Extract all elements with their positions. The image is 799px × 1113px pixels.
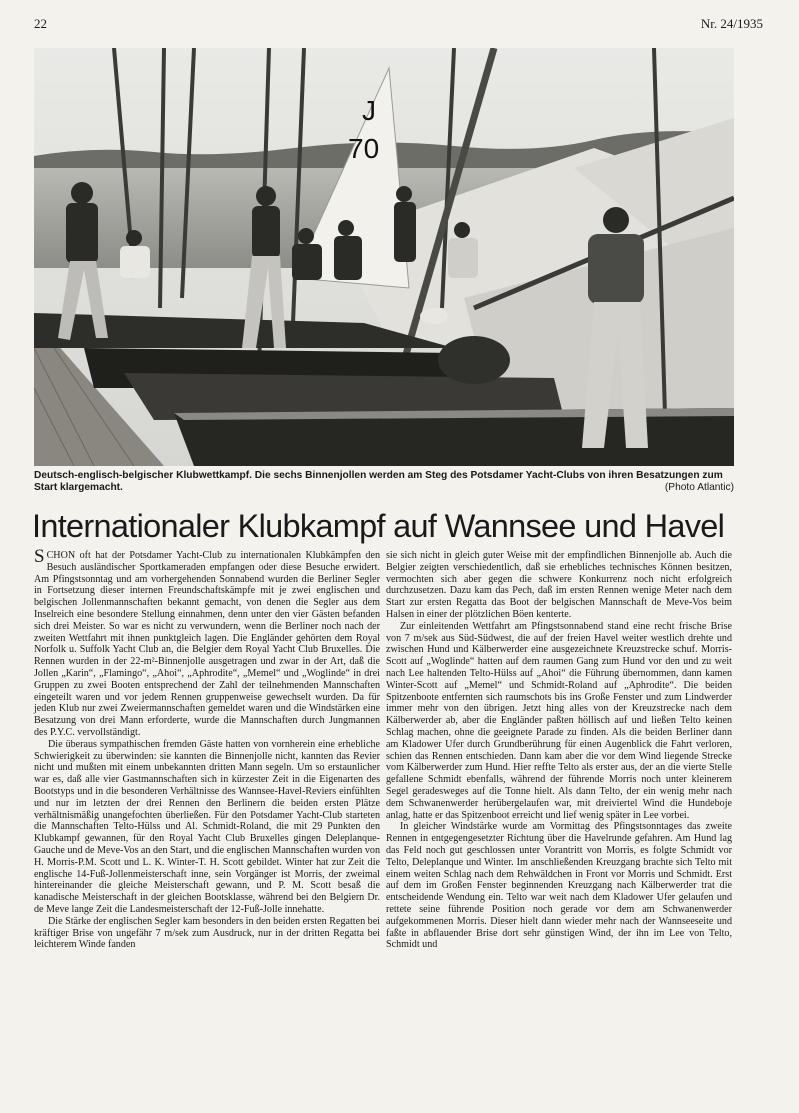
sail-number: 70	[348, 133, 380, 164]
paragraph: SCHON oft hat der Potsdamer Yacht-Club zu internationalen Klubkämpfen den Besuch ausländischer Sportkameraden empfangen oder diese Besuche erwidert. Am Pfingstsonntag und am vorhergehenden Sonnabend wurden die Berliner Segler in Fortsetzung dieser internen Freundschaftskämpfe mit je zwei englischen und belgischen Jollenmannschaften bekannt gemacht, von denen die Segler aus dem Inselreich eine besondere Stellung einnahmen, denn unter den vier Gästen befanden sich drei Meister. So war es nicht zu verwundern, wenn die Berliner noch nach der zweiten Wettfahrt mit ihnen punktgleich lagen. Die Engländer gehörten dem Royal Norfolk u. Suffolk Yacht Club an, die Belgier dem Royal Yacht Club Bruxelles. Die Rennen wurden in der 22-m²-Binnenjolle ausgetragen und zwar in der Art, daß die Jollen „Karin“, „Flamingo“, „Ahoi“, „Aphrodite“, „Memel“ und „Woglinde“ in drei Gruppen zu zwei Booten entsprechend der Zahl der teilnehmenden Mannschaften eingeteilt waren und vor jedem Rennen gruppenweise gewechselt wurden. Da für jeden Klub nur zwei Zweiermannschaften gemeldet waren und die Windstärken eine Besatzung von drei Mann erforderte, wurde die Mannschaften durch Jungmannen des P.Y.C. vervollständigt.	[34, 546, 380, 738]
sailing-photo	[34, 48, 734, 466]
paragraph: sie sich nicht in gleich guter Weise mit der empfindlichen Binnenjolle ab. Auch die Belgier zeigten verschiedentlich, daß sie erhebliches technisches Können besitzen, vermochten sich aber gegen die schwere Konkurrenz noch nicht erfolgreich durchzusetzen. Dazu kam das Pech, daß im ersten Rennen wenige Meter nach dem Start zur ersten Regatta das Boot der belgischen Mannschaft de Meve-Vos beim Halsen in einer der plötzlichen Böen kenterte.	[386, 550, 732, 620]
article-column-right	[386, 550, 732, 951]
article-headline: Internationaler Klubkampf auf Wannsee und Havel	[32, 508, 725, 544]
issue-number: Nr. 24/1935	[700, 16, 763, 31]
paragraph: In gleicher Windstärke wurde am Vormittag des Pfingstsonntages das zweite Rennen in entgegengesetzter Richtung über die Havelrunde gefahren. Am Hund lag das Feld noch gut geschlossen unter Vorantritt von Morris, es folgte Schmidt vor Telto, Deleplanque und Winter. Im anschließenden Kreuzgang brachte sich Telto mit einem weiten Schlag nach dem Rehwäldchen in Front vor Morris und Schmidt. Erst auf dem im Großen Fenster beginnenden Kreuzgang nach Kälberwerder trat die entscheidende Wendung ein. Telto war weit nach dem Kladower Ufer gelaufen und rettete seine führende Position noch gerade vor dem am Schwanenwerder aufgekommenen Morris. Dieser hielt dann wieder mehr nach der Wannseeseite und faßte in abflauender Brise dort sehr günstigen Wind, der ihn im Lee von Telto, Schmidt und	[386, 821, 732, 951]
photo-credit: (Photo Atlantic)	[664, 482, 734, 493]
page-number: 22	[34, 16, 47, 31]
paragraph: Die Stärke der englischen Segler kam besonders in den beiden ersten Regatten bei kräftiger Brise von ungefähr 7 m/sek zum Ausdruck, nur in der dritten Regatta bei leichterem Winde fanden	[34, 915, 380, 951]
drop-cap: S	[34, 546, 45, 567]
caption-text: Deutsch-englisch-belgischer Klubwettkampf. Die sechs Binnenjollen werden am Steg des Potsdamer Yacht-Clubs von ihren Besatzungen zum Start klargemacht.	[34, 470, 723, 493]
sail-letter: J	[362, 95, 376, 126]
photo-caption	[34, 470, 734, 494]
paragraph: Zur einleitenden Wettfahrt am Pfingstsonnabend stand eine recht frische Brise von 7 m/sek aus Süd-Südwest, die auf der freien Havel weiter westlich drehte und zwischen Hund und Kälberwerder eine ausgezeichnete Kreuzstrecke schuf. Morris-Scott auf „Woglinde“ hatten auf dem raumen Gang zum Hund vor den und zu weit nach Lee haltenden Telto-Hülss auf „Ahoi“ die Führung übernommen, dann kamen Winter-Scott auf „Memel“ und Schmidt-Roland auf „Aphrodite“. Die beiden Spitzenboote entfernten sich raumschots bis ins Große Fenster und zum Lindwerder immer mehr von den übrigen. Jetzt hing alles von der Kreuzstrecke nach dem Kälberwerder ab, aber die Engländer paßten höllisch auf und ließen Telto keinen Schlag machen, ohne die geeignete Parade zu finden. Als die beiden Berliner dann am Kladower Ufer durch Grundberührung für einen Augenblick die Fahrt verloren, schien das Rennen entschieden. Dann kam aber die vor dem Wind liegende Strecke vom Kälberwerder zum Hund. Hier reffte Telto als erster aus, der an die vierte Stelle gefallene Schmidt ebenfalls, während der führende Morris noch unter kleinerem Segel geradesweges auf die Tonne hielt. Als dann Telto, der ein wenig mehr nach dem Schwanenwerder herübergelaufen war, mit dreiviertel Wind die Hundeboje anlag, hatte er das Spitzenboot erreicht und lief wenig später in Lee vorbei.	[386, 620, 732, 821]
article-column-left	[34, 546, 380, 951]
paragraph: Die überaus sympathischen fremden Gäste hatten von vornherein eine erhebliche Schwierigkeit zu überwinden: sie kannten die Binnenjolle nicht, kannten das Revier nicht und mußten mit einem unbekannten dritten Mann segeln. Um so erstaunlicher war es, daß alle vier Gastmannschaften sich in kürzester Zeit in die Eigenarten des Bootstyps und in die besonderen Verhältnisse des Wannsee-Havel-Reviers einfühlten und nur im letzten der drei Rennen den Berlinern die beiden ersten Plätze verhältnismäßig unangefochten überließen. Für den Potsdamer Yacht-Club starteten die Mannschaften Telto-Hülss und Al. Schmidt-Roland, die mit 29 Punkten den Klubkampf gewannen, für den Royal Yacht Club Bruxelles gingen Deleplanque-Gauche und de Meve-Vos an den Start, und die englischen Mannschaften wurden von H. Morris-P.M. Scott und L. K. Winter-T. H. Scott gebildet. Winter hat zur Zeit die englische 14-Fuß-Jollenmeisterschaft inne, sein Vorgänger ist Morris, der zweimal hintereinander die gleiche Meisterschaft gewann, und P. M. Scott besaß die kanadische Meisterschaft in der gleichen Bootsklasse, während bei den Belgiern Dr. de Meve lange Zeit die Landesmeisterschaft der 12-Fuß-Jolle innehatte.	[34, 738, 380, 915]
